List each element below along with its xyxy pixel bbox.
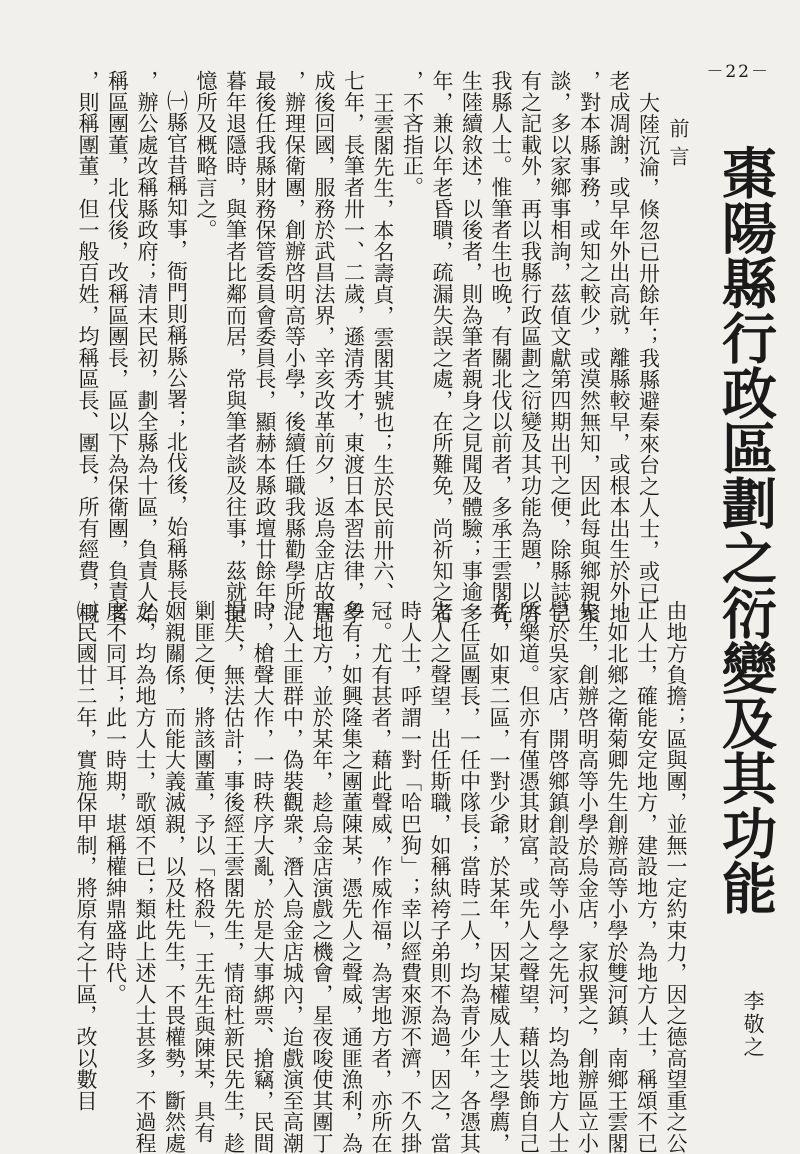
text-line: 損失，無法估計；事後經王雲閣先生，情商杜新民先生，趁 — [221, 600, 246, 1154]
text-line: 七年，長筆者卅一、二歲，遜清秀才，東渡日本習法律，學 — [341, 70, 366, 624]
text-line: 害地方，並於某年，趁烏金店演戲之機會，星夜唆使其團丁 — [310, 600, 334, 1154]
text-line: 時，槍聲大作，一時秩序大亂，於是大事綁票、搶竊，民間 — [251, 600, 275, 1154]
text-line: 先人之聲望，出任斯職，如稱紈袴子弟則不為過，因之，當 — [428, 600, 452, 1154]
text-line: 之，均為地方人士，歌頌不已；類此上述人士甚多，不過程 — [133, 600, 157, 1154]
lower-text-block — [72, 600, 690, 1154]
text-line: 由地方負擔；區與團，並無一定約束力，因之德高望重之公 — [664, 600, 688, 1154]
text-line: 度不同耳；此一時期，堪稱權紳鼎盛時代。 — [103, 600, 128, 1005]
text-line: 姻親關係，而能大義滅親，以及杜先生，不畏權勢，斷然處 — [162, 600, 187, 1154]
text-line: 成後回國，服務於武昌法界，辛亥改革前夕，返烏金店故居 — [312, 70, 336, 624]
text-line: 憶所及概略言之。 — [194, 70, 218, 241]
text-line: 我縣人士。惟筆者生也晚，有關北伐以前者，多承王雲閣先 — [489, 70, 513, 624]
text-line: ，不吝指正。 — [400, 70, 425, 198]
text-line: 正人士，確能安定地方，建設地方，為地方人士，稱頌不已 — [634, 600, 659, 1154]
text-line: 學於吳家店，開啓鄉鎮創設高等小學之先河，均為地方人士 — [546, 600, 570, 1154]
text-line: 有之記載外，再以我縣行政區劃之衍變及其功能為題，以答 — [518, 70, 543, 624]
text-line: 談，多以家鄉事相詢，茲值文獻第四期出刊之便，除縣誌已 — [548, 70, 572, 624]
text-line: ，則稱團董，但一般百姓，均稱區長、團長，所有經費，概 — [76, 70, 100, 624]
text-line: ，辦公處改稱縣政府；清末民初，劃全縣為十區，負責人始 — [135, 70, 159, 624]
text-line: 混入土匪群中，偽裝觀衆，潛入烏金店城內，迨戲演至高潮 — [280, 600, 305, 1154]
article-title: 棗陽縣行政區劃之衍變及其功能 — [713, 145, 778, 915]
text-line: 生陸續敘述，以後者，則為筆者親身之見聞及體驗；事逾多 — [459, 70, 484, 624]
text-line: 者，如東二區，一對少爺，於某年，因某權威人士之學薦， — [487, 600, 511, 1154]
author-name: 李敬之 — [741, 990, 765, 1059]
text-line: ㈡民國廿二年，實施保甲制，將原有之十區，改以數目 — [74, 600, 98, 1112]
text-line: 一任區團長，一任中隊長；當時二人，均為青少年，各憑其 — [457, 600, 482, 1154]
page-number: －22－ — [706, 62, 770, 82]
text-line: 大陸沉淪，倏忽已卅餘年；我縣避秦來台之人士，或已 — [636, 92, 661, 604]
text-line: ，對本縣事務，或知之較少，或漠然無知，因此每與鄉親聚 — [577, 70, 602, 624]
text-line: 冠。尤有甚者，藉此聲威，作威作福，為害地方者，亦所在 — [369, 600, 393, 1154]
text-line: ；如北鄉之衛菊卿先生創辦高等小學於雙河鎮，南鄉王雲閣 — [605, 600, 629, 1154]
text-line: 所樂道。但亦有僅憑其財富，或先人之聲望，藉以裝飾自己 — [516, 600, 541, 1154]
text-line: 時人士，呼謂一對「哈巴狗」；幸以經費來源不濟，不久掛 — [398, 600, 423, 1154]
text-line: ㈠縣官昔稱知事，衙門則稱縣公署；北伐後，始稱縣長 — [164, 90, 189, 602]
section-heading-preface: 前言 — [666, 118, 690, 174]
text-line: 剿匪之便，將該團董，予以「格殺」，王先生與陳某，具有 — [192, 600, 216, 1144]
text-line: 老成凋謝，或早年外出高就，離縣較早，或根本出生於外地 — [607, 70, 631, 624]
text-line: ，辦理保衛團，創辦啓明高等小學，後續任職我縣勸學所， — [282, 70, 307, 624]
text-line: 王雲閣先生，本名壽貞，雲閣其號也；生於民前卅六、 — [371, 92, 395, 604]
text-line: 多有；如興隆集之團董陳某，憑先人之聲威，通匪漁利，為 — [339, 600, 364, 1154]
text-line: 年，兼以年老昏聵，疏漏失誤之處，在所難免，尚祈知之者 — [430, 70, 454, 624]
text-line: 稱區團董，北伐後，改稱區團長，區以下為保衛團，負責者 — [105, 70, 130, 624]
text-line: 先生，創辦啓明高等小學於烏金店，家叔巽之，創辦區立小 — [575, 600, 600, 1154]
text-line: 暮年退隱時，與筆者比鄰而居，常與筆者談及往事，茲就記 — [223, 70, 248, 624]
text-line: 最後任我縣財務保管委員會委員長，顯赫本縣政壇廿餘年， — [253, 70, 277, 624]
upper-text-block — [72, 70, 692, 624]
